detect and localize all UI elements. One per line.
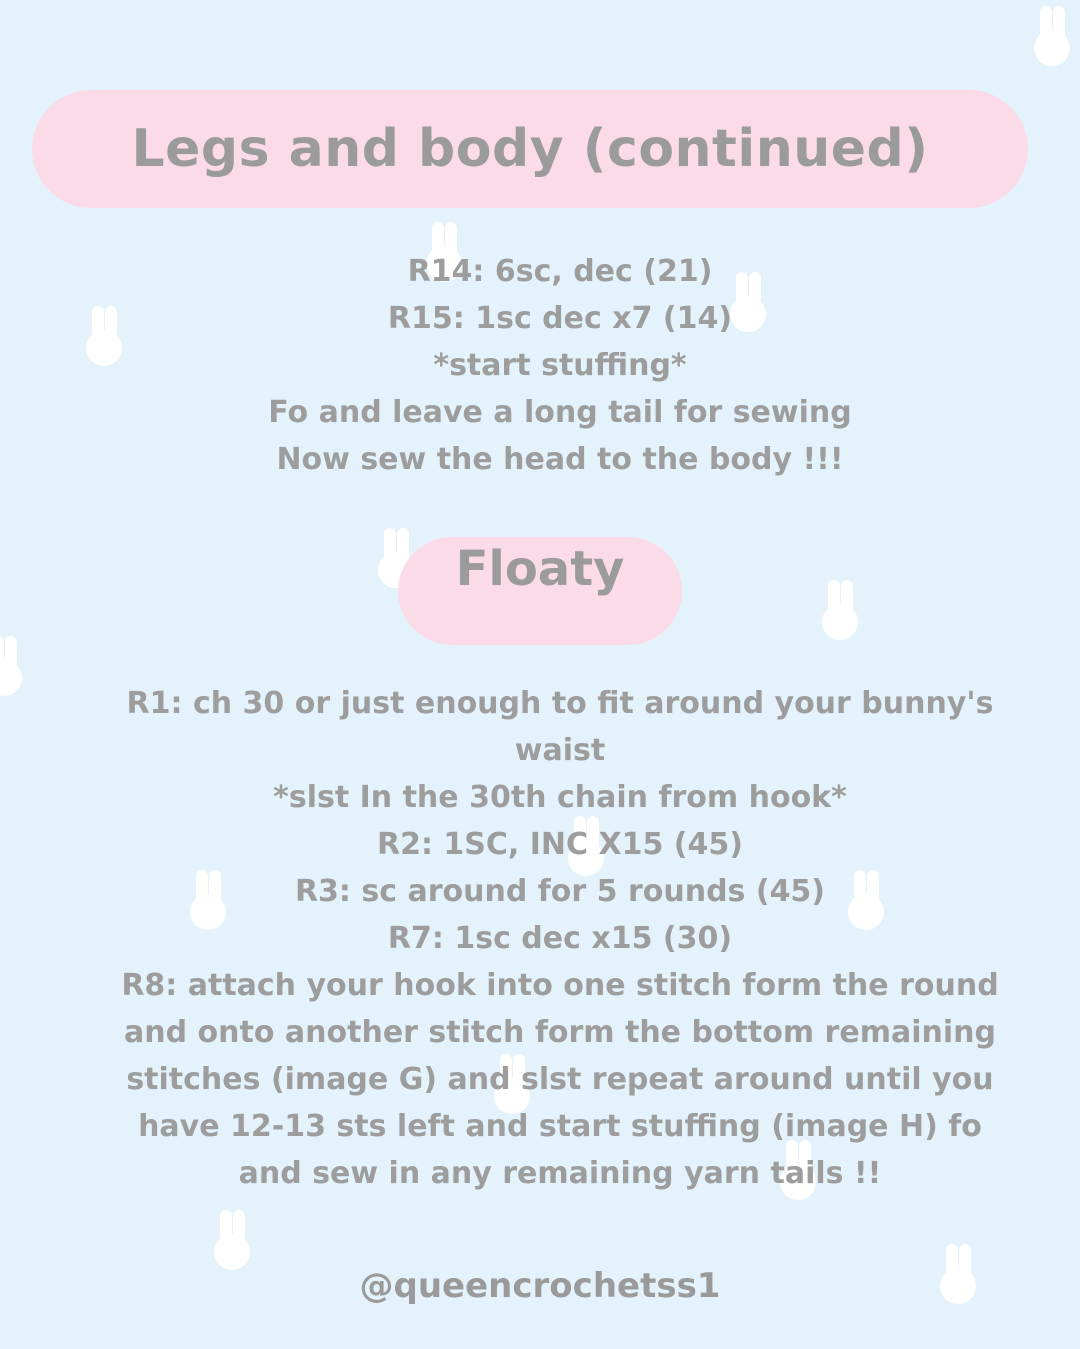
- author-handle: @queencrochetss1: [359, 1266, 721, 1306]
- bunny-icon: [86, 306, 122, 366]
- instruction-line: R3: sc around for 5 rounds (45): [294, 874, 826, 909]
- instruction-line: and sew in any remaining yarn tails !!: [238, 1156, 882, 1191]
- instruction-line: *start stuffing*: [433, 348, 687, 383]
- instruction-line: R8: attach your hook into one stitch form the round: [121, 968, 999, 1003]
- instruction-line: Now sew the head to the body !!!: [276, 442, 844, 477]
- section-title-text: Floaty: [455, 541, 625, 597]
- instruction-line: R7: 1sc dec x15 (30): [387, 921, 733, 956]
- instruction-line: *slst In the 30th chain from hook*: [273, 780, 847, 815]
- instruction-line: waist: [514, 733, 606, 768]
- instruction-line: R14: 6sc, dec (21): [407, 254, 713, 289]
- section-title-text: Legs and body (continued): [131, 119, 929, 179]
- bunny-icon: [822, 580, 858, 640]
- bunny-icon: [1034, 6, 1070, 66]
- legs-body-instructions: [120, 248, 1000, 483]
- instruction-line: Fo and leave a long tail for sewing: [268, 395, 852, 430]
- section-title-legs-body: [32, 90, 1028, 208]
- instruction-line: R15: 1sc dec x7 (14): [387, 301, 733, 336]
- floaty-instructions: [120, 680, 1000, 1197]
- bunny-icon: [0, 636, 22, 696]
- instruction-line: and onto another stitch form the bottom remaining: [124, 1015, 996, 1050]
- bunny-icon: [214, 1210, 250, 1270]
- section-title-floaty: [398, 537, 682, 645]
- instruction-line: stitches (image G) and slst repeat around until you: [126, 1062, 994, 1097]
- instruction-line: R1: ch 30 or just enough to fit around your bunny's: [126, 686, 994, 721]
- instruction-line: have 12-13 sts left and start stuffing (image H) fo: [138, 1109, 982, 1144]
- instruction-line: R2: 1SC, INC X15 (45): [377, 827, 743, 862]
